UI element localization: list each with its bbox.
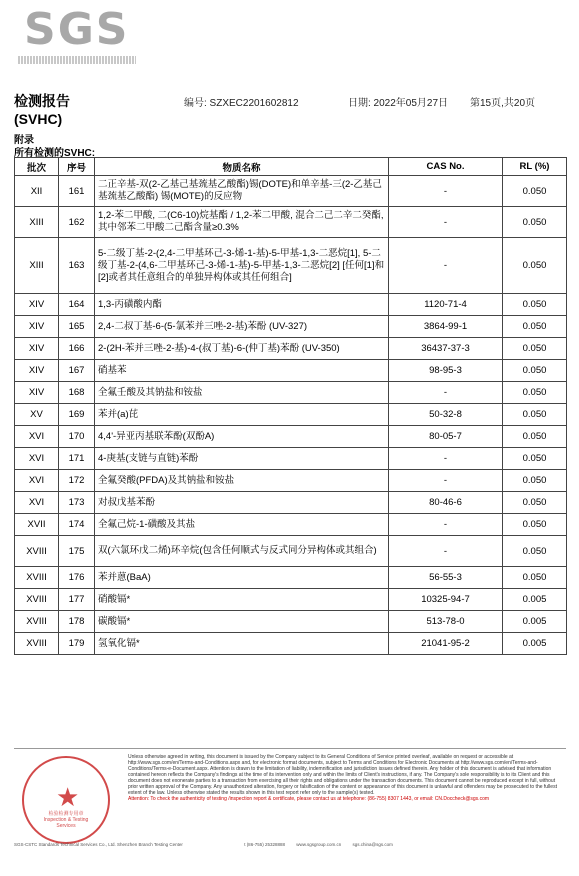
cell-rl: 0.050 <box>503 404 567 426</box>
table-row <box>15 448 567 470</box>
table-row <box>15 426 567 448</box>
cell-no: 161 <box>59 176 95 207</box>
cell-substance: 苯并蒽(BaA) <box>95 567 389 589</box>
cell-rl: 0.050 <box>503 338 567 360</box>
cell-cas: 80-46-6 <box>389 492 503 514</box>
cell-cas: 36437-37-3 <box>389 338 503 360</box>
cell-no: 165 <box>59 316 95 338</box>
cell-cas: - <box>389 514 503 536</box>
cell-rl: 0.050 <box>503 316 567 338</box>
cell-cas: 21041-95-2 <box>389 633 503 655</box>
cell-batch: XVI <box>15 492 59 514</box>
cell-batch: XVI <box>15 470 59 492</box>
cell-no: 168 <box>59 382 95 404</box>
cell-no: 162 <box>59 207 95 238</box>
cell-substance: 全氟壬酸及其钠盐和铵盐 <box>95 382 389 404</box>
cell-no: 173 <box>59 492 95 514</box>
cell-cas: - <box>389 470 503 492</box>
cell-cas: - <box>389 207 503 238</box>
cell-cas: 513-78-0 <box>389 611 503 633</box>
cell-rl: 0.050 <box>503 294 567 316</box>
cell-substance: 苯并(a)芘 <box>95 404 389 426</box>
appendix-label: 附录 <box>14 135 34 146</box>
table-row <box>15 338 567 360</box>
cell-rl: 0.005 <box>503 633 567 655</box>
table-row <box>15 633 567 655</box>
star-icon: ★ <box>56 782 80 812</box>
footer-divider <box>14 748 566 749</box>
cell-no: 176 <box>59 567 95 589</box>
cell-batch: XIII <box>15 238 59 294</box>
cell-batch: XIV <box>15 316 59 338</box>
cell-rl: 0.050 <box>503 448 567 470</box>
email-link[interactable]: sgs.china@sgs.com <box>352 842 393 847</box>
cell-rl: 0.050 <box>503 207 567 238</box>
cell-no: 178 <box>59 611 95 633</box>
table-row <box>15 492 567 514</box>
cell-no: 177 <box>59 589 95 611</box>
col-header-rl: RL (%) <box>503 158 567 176</box>
col-header-cas: CAS No. <box>389 158 503 176</box>
cell-rl: 0.005 <box>503 611 567 633</box>
footer-disclaimer <box>128 754 566 802</box>
cell-rl: 0.050 <box>503 470 567 492</box>
cell-rl: 0.050 <box>503 536 567 567</box>
table-row <box>15 611 567 633</box>
cell-batch: XIII <box>15 207 59 238</box>
table-row <box>15 207 567 238</box>
col-header-no: 序号 <box>59 158 95 176</box>
logo-bar-icon <box>18 56 136 64</box>
cell-cas: - <box>389 536 503 567</box>
cell-substance: 硝酸镉* <box>95 589 389 611</box>
cell-substance: 5-二级丁基-2-(2,4-二甲基环己-3-烯-1-基)-5-甲基-1,3-二恶烷[1], 5-二级丁基-2-(4,6-二甲基环己-3-烯-1-基)-5-甲基-1,3-二恶烷[2] [任何[1]和[2]或者其任意组合的单独异构体或其任何组合] <box>95 238 389 294</box>
seal-icon <box>22 756 110 844</box>
cell-cas: 1120-71-4 <box>389 294 503 316</box>
cell-substance: 2,4-二叔丁基-6-(5-氯苯并三唑-2-基)苯酚 (UV-327) <box>95 316 389 338</box>
report-number: 编号: SZXEC2201602812 <box>184 98 299 109</box>
cell-cas: 56-55-3 <box>389 567 503 589</box>
table-row <box>15 294 567 316</box>
cell-no: 174 <box>59 514 95 536</box>
cell-rl: 0.050 <box>503 382 567 404</box>
page-number: 第15页,共20页 <box>470 98 536 109</box>
svhc-table <box>14 157 567 655</box>
cell-no: 171 <box>59 448 95 470</box>
cell-cas: - <box>389 238 503 294</box>
cell-no: 172 <box>59 470 95 492</box>
cell-rl: 0.005 <box>503 589 567 611</box>
disclaimer-text: Unless otherwise agreed in writing, this document is issued by the Company subject to its General Conditions of Service printed overleaf, available on request or accessible at http://www.sgs.com/en/Terms-and-Conditions.aspx and, for electronic format documents, subject to Terms and Conditions for Electronic Documents at http://www.sgs.com/en/Terms-and-Conditions/Terms-e-Document.aspx. Attention is drawn to the limitation of liability, indemnification and jurisdiction issues defined therein. Any holder of this document is advised that information contained hereon reflects the Company's findings at the time of its intervention only and within the limits of Client's instructions, if any. The Company's sole responsibility is to its Client and this document does not exonerate parties to a transaction from exercising all their rights and obligations under the transaction documents. This document cannot be reproduced except in full, without prior written approval of the Company. Any unauthorized alteration, forgery or falsification of the content or appearance of this document is unlawful and offenders may be prosecuted to the fullest extent of the law. Unless otherwise stated the results shown in this test report refer only to the sample(s) tested. <box>128 754 557 796</box>
table-row <box>15 316 567 338</box>
logo-text: SGS <box>24 4 130 55</box>
table-row <box>15 382 567 404</box>
footer-bottom <box>14 842 566 848</box>
cell-substance: 4-庚基(支链与直链)苯酚 <box>95 448 389 470</box>
table-header-row <box>15 158 567 176</box>
cell-batch: XIV <box>15 360 59 382</box>
seal-text: 检验检测专用章 Inspection & Testing Services <box>43 811 89 829</box>
cell-substance: 对叔戊基苯酚 <box>95 492 389 514</box>
col-header-substance: 物质名称 <box>95 158 389 176</box>
cell-cas: - <box>389 448 503 470</box>
phone: t (86-755) 25328888 <box>244 842 285 847</box>
cell-rl: 0.050 <box>503 514 567 536</box>
report-subtitle: (SVHC) <box>14 111 63 127</box>
cell-batch: XVIII <box>15 611 59 633</box>
attention-text: Attention: To check the authenticity of testing /inspection report & certificate, please contact us at telephone: (86-755) 8307 1443, or email: CN.Doccheck@sgs.com <box>128 796 490 802</box>
cell-no: 163 <box>59 238 95 294</box>
cell-batch: XVIII <box>15 567 59 589</box>
table-row <box>15 360 567 382</box>
report-date: 日期: 2022年05月27日 <box>348 98 449 109</box>
cell-rl: 0.050 <box>503 567 567 589</box>
cell-substance: 全氟癸酸(PFDA)及其钠盐和铵盐 <box>95 470 389 492</box>
cell-batch: XVIII <box>15 589 59 611</box>
svhc-list-label: 所有检测的SVHC: <box>14 148 96 159</box>
table-row <box>15 404 567 426</box>
cell-batch: XIV <box>15 294 59 316</box>
footer <box>14 750 566 860</box>
cell-rl: 0.050 <box>503 360 567 382</box>
sgs-logo <box>18 4 136 60</box>
cell-batch: XII <box>15 176 59 207</box>
website-link[interactable]: www.sgsgroup.com.cn <box>296 842 342 847</box>
cell-batch: XV <box>15 404 59 426</box>
report-title: 检测报告 <box>14 93 70 109</box>
cell-batch: XIV <box>15 382 59 404</box>
table-row <box>15 238 567 294</box>
table-row <box>15 536 567 567</box>
cell-substance: 硝基苯 <box>95 360 389 382</box>
cell-no: 169 <box>59 404 95 426</box>
cell-rl: 0.050 <box>503 492 567 514</box>
cell-batch: XVII <box>15 514 59 536</box>
company-name: SGS-CSTC Standards Technical Services Co., Ltd. Shenzhen Branch Testing Center <box>14 842 183 847</box>
cell-substance: 2-(2H-苯并三唑-2-基)-4-(叔丁基)-6-(仲丁基)苯酚 (UV-350) <box>95 338 389 360</box>
cell-batch: XVI <box>15 426 59 448</box>
cell-rl: 0.050 <box>503 176 567 207</box>
table-row <box>15 567 567 589</box>
cell-no: 179 <box>59 633 95 655</box>
cell-batch: XVIII <box>15 536 59 567</box>
cell-no: 166 <box>59 338 95 360</box>
cell-cas: 10325-94-7 <box>389 589 503 611</box>
cell-cas: 80-05-7 <box>389 426 503 448</box>
cell-no: 167 <box>59 360 95 382</box>
cell-substance: 氢氧化镉* <box>95 633 389 655</box>
cell-substance: 二正辛基-双(2-乙基己基巯基乙酸酯)锡(DOTE)和单辛基-三(2-乙基己基巯基乙酸酯) 锡(MOTE)的反应物 <box>95 176 389 207</box>
cell-rl: 0.050 <box>503 238 567 294</box>
table-row <box>15 589 567 611</box>
table-row <box>15 470 567 492</box>
cell-substance: 1,3-丙磺酸内酯 <box>95 294 389 316</box>
cell-substance: 全氟己烷-1-磺酸及其盐 <box>95 514 389 536</box>
cell-cas: 50-32-8 <box>389 404 503 426</box>
cell-cas: 3864-99-1 <box>389 316 503 338</box>
cell-substance: 碳酸镉* <box>95 611 389 633</box>
col-header-batch: 批次 <box>15 158 59 176</box>
cell-substance: 1,2-苯二甲酸, 二(C6-10)烷基酯 / 1,2-苯二甲酸, 混合二己二辛二癸酯, 其中邻苯二甲酸二己酯含量≥0.3% <box>95 207 389 238</box>
cell-no: 175 <box>59 536 95 567</box>
cell-batch: XIV <box>15 338 59 360</box>
cell-cas: 98-95-3 <box>389 360 503 382</box>
table-row <box>15 176 567 207</box>
cell-batch: XVI <box>15 448 59 470</box>
cell-cas: - <box>389 176 503 207</box>
cell-no: 170 <box>59 426 95 448</box>
cell-no: 164 <box>59 294 95 316</box>
cell-substance: 4,4'-异亚丙基联苯酚(双酚A) <box>95 426 389 448</box>
cell-rl: 0.050 <box>503 426 567 448</box>
cell-cas: - <box>389 382 503 404</box>
cell-substance: 双(六氯环戊二烯)环辛烷(包含任何顺式与反式同分异构体或其组合) <box>95 536 389 567</box>
table-row <box>15 514 567 536</box>
cell-batch: XVIII <box>15 633 59 655</box>
